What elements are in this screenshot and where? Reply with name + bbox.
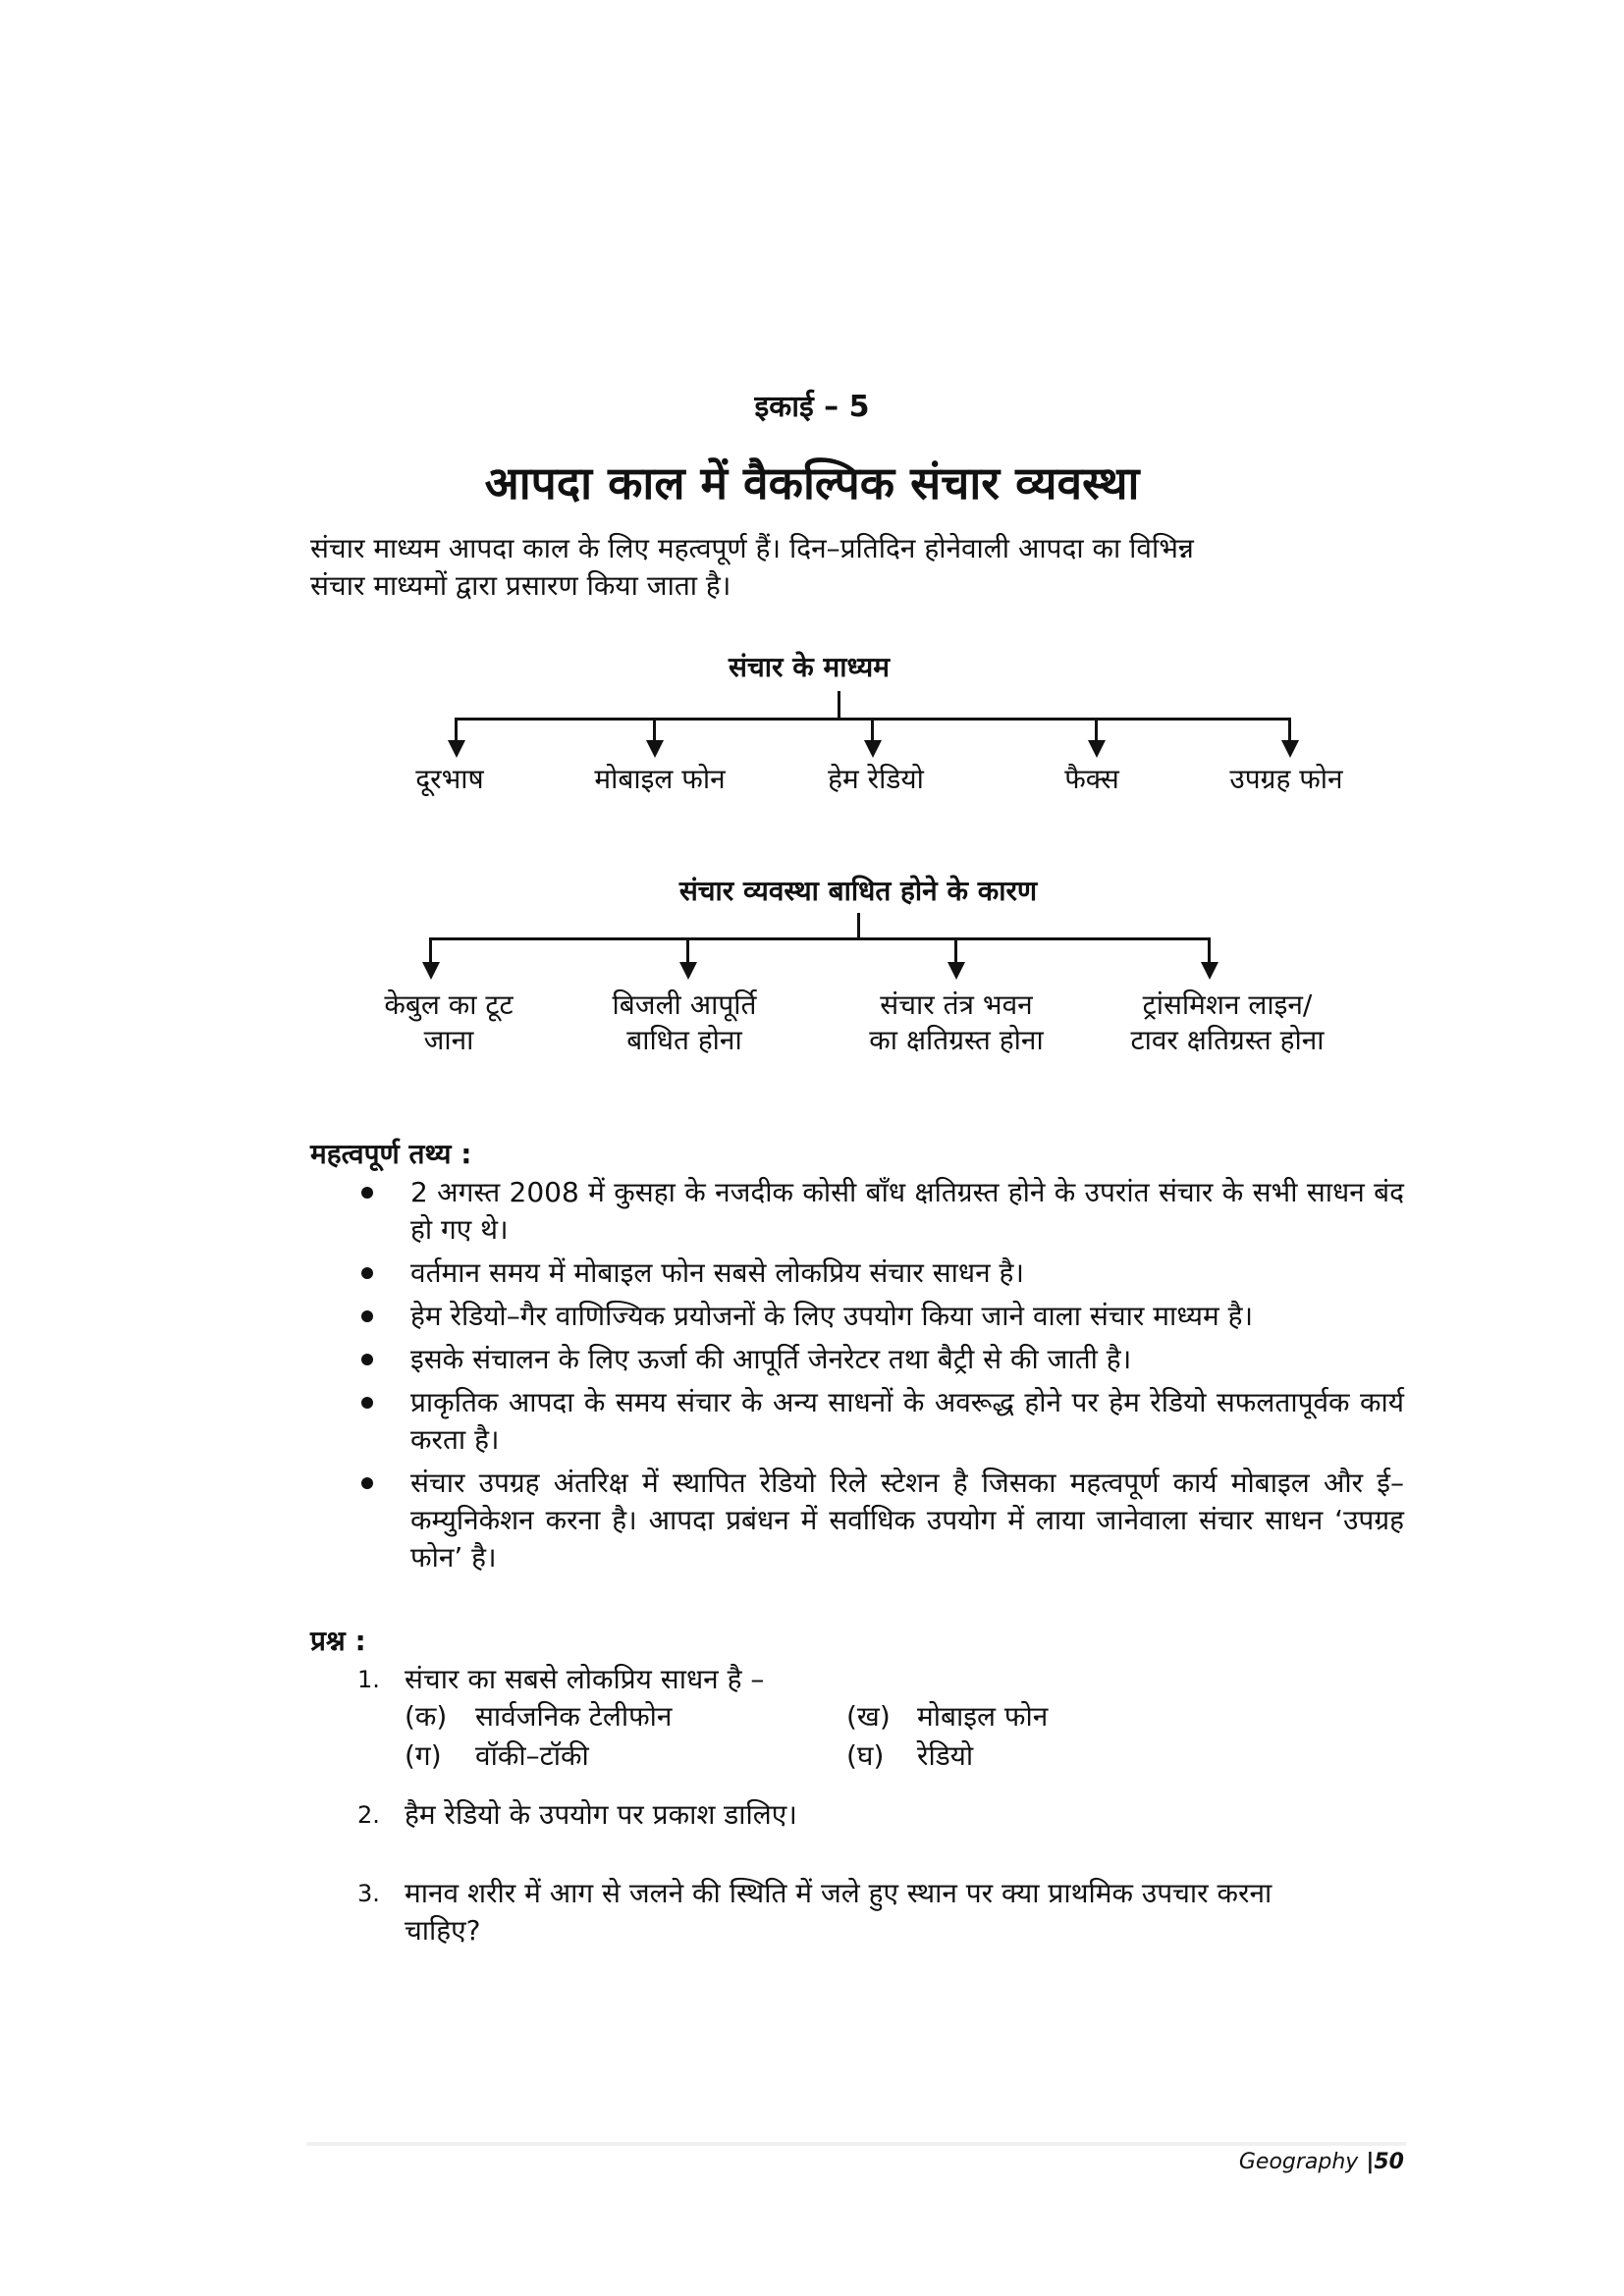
intro-paragraph bbox=[310, 530, 1400, 605]
bullet-icon bbox=[361, 1354, 373, 1365]
arrow-down-icon bbox=[448, 740, 465, 758]
intro-line: संचार माध्यमों द्वारा प्रसारण किया जाता है। bbox=[310, 569, 731, 602]
fact-text: 2 अगस्त 2008 में कुसहा के नजदीक कोसी बाँध क्षतिग्रस्त होने के उपरांत संचार के सभी साधन बंद हो गए थे। bbox=[410, 1176, 1404, 1246]
facts-heading: महत्वपूर्ण तथ्य : bbox=[310, 1138, 472, 1170]
fact-text: इसके संचालन के लिए ऊर्जा की आपूर्ति जेनरेटर तथा बैट्री से की जाती है। bbox=[410, 1343, 1132, 1375]
list-item bbox=[363, 1255, 1404, 1292]
diagram-stem bbox=[838, 691, 840, 719]
list-item bbox=[363, 1174, 1404, 1249]
diagram-branch bbox=[455, 719, 458, 742]
option-text: वॉकी–टॉकी bbox=[475, 1739, 589, 1772]
option-label: (ख) bbox=[846, 1700, 891, 1733]
diagram-node: फैक्स bbox=[1064, 763, 1119, 795]
arrow-down-icon bbox=[646, 740, 664, 758]
arrow-down-icon bbox=[422, 962, 440, 980]
diagram-node-line: संचार तंत्र भवन bbox=[880, 988, 1033, 1021]
bullet-icon bbox=[361, 1187, 373, 1199]
diagram-node: उपग्रह फोन bbox=[1229, 763, 1343, 795]
diagram-node bbox=[1130, 988, 1324, 1058]
page-footer bbox=[1159, 2150, 1404, 2174]
question-item bbox=[357, 1875, 1408, 1949]
bullet-icon bbox=[361, 1397, 373, 1409]
fact-text: प्राकृतिक आपदा के समय संचार के अन्य साधनों के अवरूद्ध होने पर हेम रेडियो सफलतापूर्वक कार्य करता है। bbox=[410, 1386, 1404, 1456]
question-item bbox=[357, 1661, 1408, 1775]
fact-text: हेम रेडियो–गैर वाणिज्यिक प्रयोजनों के लिए उपयोग किया जाने वाला संचार माध्यम है। bbox=[410, 1300, 1254, 1332]
diagram-title: संचार के माध्यम bbox=[729, 651, 890, 683]
question-item bbox=[357, 1796, 1408, 1834]
diagram-node-line: जाना bbox=[423, 1024, 474, 1056]
option-label: (क) bbox=[405, 1700, 448, 1733]
list-item bbox=[363, 1465, 1404, 1576]
question-number: 2. bbox=[357, 1801, 380, 1829]
bullet-icon bbox=[361, 1267, 373, 1279]
diagram-node-line: टावर क्षतिग्रस्त होना bbox=[1130, 1024, 1325, 1056]
questions-heading: प्रश्न : bbox=[310, 1625, 366, 1657]
page-title: आपदा काल में वैकल्पिक संचार व्यवस्था bbox=[484, 456, 1140, 509]
diagram-branch bbox=[653, 719, 656, 742]
bullet-icon bbox=[361, 1310, 373, 1322]
diagram-branch bbox=[871, 719, 874, 742]
options-grid bbox=[405, 1698, 1408, 1775]
fact-text: संचार उपग्रह अंतरिक्ष में स्थापित रेडियो रिले स्टेशन है जिसका महत्वपूर्ण कार्य मोबाइल और ई–कम्युनिकेशन करना है। आपदा प्रबंधन में सर्वाधिक उपयोग में लाया जानेवाला संचार साधन ‘उपग्रह फोन’ है। bbox=[410, 1467, 1404, 1574]
arrow-down-icon bbox=[1281, 740, 1299, 758]
diagram-node bbox=[384, 988, 513, 1058]
diagram-stem bbox=[857, 913, 860, 938]
diagram-node-line: का क्षतिग्रस्त होना bbox=[869, 1024, 1044, 1056]
facts-list bbox=[363, 1174, 1404, 1582]
list-item bbox=[363, 1384, 1404, 1459]
diagram-node-line: केबुल का टूट bbox=[384, 988, 514, 1021]
diagram-node-line: बिजली आपूर्ति bbox=[612, 988, 757, 1021]
diagram-branch bbox=[1288, 719, 1291, 742]
diagram-node-line: बाधित होना bbox=[626, 1024, 742, 1056]
diagram-title: संचार व्यवस्था बाधित होने के कारण bbox=[678, 875, 1038, 907]
diagram-node-line: ट्रांसमिशन लाइन/ bbox=[1142, 988, 1313, 1021]
questions-list bbox=[357, 1661, 1408, 1949]
list-item bbox=[363, 1298, 1404, 1335]
arrow-down-icon bbox=[947, 962, 965, 980]
fact-text: वर्तमान समय में मोबाइल फोन सबसे लोकप्रिय संचार साधन है। bbox=[410, 1256, 1025, 1289]
page-number: 50 bbox=[1374, 2150, 1404, 2174]
option-text: सार्वजनिक टेलीफोन bbox=[475, 1700, 673, 1733]
unit-label: इकाई – 5 bbox=[754, 390, 870, 424]
diagram-branch bbox=[954, 938, 957, 964]
arrow-down-icon bbox=[864, 740, 882, 758]
arrow-down-icon bbox=[679, 962, 697, 980]
option-text: मोबाइल फोन bbox=[917, 1700, 1049, 1733]
bullet-icon bbox=[361, 1477, 373, 1489]
question-number: 3. bbox=[357, 1880, 380, 1907]
diagram-node: दूरभाष bbox=[415, 763, 484, 795]
option-label: (घ) bbox=[846, 1739, 885, 1772]
question-text: हैम रेडियो के उपयोग पर प्रकाश डालिए। bbox=[405, 1798, 797, 1831]
diagram-branch bbox=[1095, 719, 1098, 742]
diagram-node bbox=[869, 988, 1043, 1058]
arrow-down-icon bbox=[1088, 740, 1106, 758]
diagram-node bbox=[613, 988, 757, 1058]
option-text: रेडियो bbox=[917, 1739, 974, 1772]
diagram-branch bbox=[429, 938, 432, 964]
option-label: (ग) bbox=[405, 1739, 442, 1772]
question-text: मानव शरीर में आग से जलने की स्थिति में जले हुए स्थान पर क्या प्राथमिक उपचार करना चाहिए? bbox=[405, 1877, 1272, 1947]
list-item bbox=[363, 1341, 1404, 1378]
footer-subject: Geography bbox=[1238, 2150, 1359, 2174]
diagram-node: हेम रेडियो bbox=[828, 763, 924, 795]
footer-divider bbox=[306, 2142, 1406, 2146]
diagram-branch bbox=[1208, 938, 1211, 964]
question-number: 1. bbox=[357, 1666, 380, 1693]
diagram-branch bbox=[686, 938, 689, 964]
intro-line: संचार माध्यम आपदा काल के लिए महत्वपूर्ण हैं। दिन–प्रतिदिन होनेवाली आपदा का विभिन्न bbox=[310, 532, 1194, 564]
question-text: संचार का सबसे लोकप्रिय साधन है – bbox=[405, 1663, 765, 1695]
footer-separator: | bbox=[1366, 2150, 1375, 2174]
arrow-down-icon bbox=[1201, 962, 1218, 980]
diagram-node: मोबाइल फोन bbox=[594, 763, 726, 795]
diagram-bar bbox=[429, 937, 1211, 940]
